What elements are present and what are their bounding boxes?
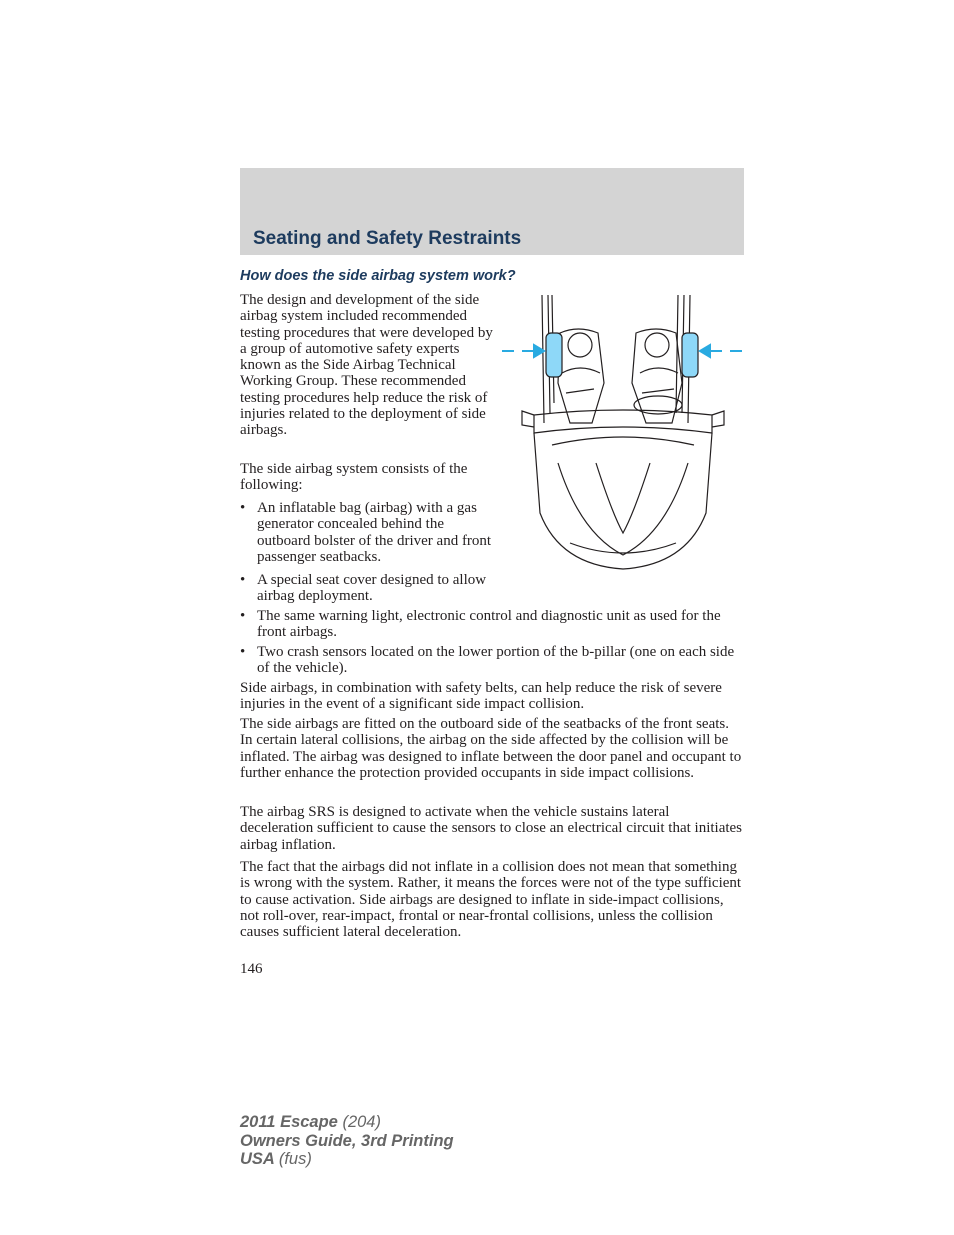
car-body [534,433,712,569]
front-bumper [570,543,676,553]
hood-contour [558,463,688,555]
right-seat-outline [632,329,682,423]
document-footer [240,1113,454,1169]
left-occupant-head [568,333,592,357]
right-occupant-body [640,368,678,393]
paragraph-activate: The airbag SRS is designed to activate when the vehicle sustains lateral deceleration sufficient to cause the sensors to close an electrical circuit that initiates airbag inflation. [240,804,743,853]
right-side-airbag [682,333,698,377]
paragraph-fitted: The side airbags are fitted on the outboard side of the seatbacks of the front seats. In certain lateral collisions, the airbag on the side affected by the collision will be inflated. The airbag was designed to inflate between the door panel and occupant to further enhance the protection provided occupants in side impact collisions. [240,716,742,781]
list-item-text: Two crash sensors located on the lower portion of the b-pillar (one on each side of the vehicle). [257,644,735,677]
paragraph-not-inflate: The fact that the airbags did not inflate in a collision does not mean that something is wrong with the system. Rather, it means the forces were not of the type sufficient to cause activation. Side airbags are designed to inflate in side-impact collisions, not roll-over, rear-impact, frontal or near-frontal collisions, unless the collision causes sufficient lateral deceleration. [240,859,742,941]
side-airbag-car-illustration [500,293,746,575]
left-side-airbag [546,333,562,377]
footer-line-model: 2011 Escape (204) [240,1113,381,1131]
bullet-marker: • [240,608,246,624]
list-item-text: The same warning light, electronic control and diagnostic unit as used for the front airbags. [257,608,721,641]
windshield-base [552,437,694,445]
dashboard [534,410,712,433]
left-occupant-body [562,368,600,393]
subheading: How does the side airbag system work? [240,268,516,284]
paragraph-consists: The side airbag system consists of the following: [240,461,468,494]
section-title: Seating and Safety Restraints [253,228,522,249]
bullet-marker: • [240,572,246,588]
list-item-text: A special seat cover designed to allow airbag deployment. [257,572,487,605]
paragraph-design: The design and development of the side airbag system included recommended testing procedures that were developed by a group of automotive safety experts known as the Side Airbag Technical Working Group. These recommended testing procedures help reduce the risk of injuries related to the deployment of side airbags. [240,292,493,439]
list-item-text: An inflatable bag (airbag) with a gas generator concealed behind the outboard bolster of the driver and front passenger seatbacks. [257,500,492,565]
bullet-marker: • [240,644,246,660]
bullet-marker: • [240,500,246,516]
paragraph-combination: Side airbags, in combination with safety belts, can help reduce the risk of severe injuries in the event of a significant side impact collision. [240,680,722,713]
hood-center [596,463,650,533]
left-seat-outline [558,329,604,423]
footer-line-guide: Owners Guide, 3rd Printing [240,1131,454,1150]
page-number: 146 [240,961,263,977]
footer-line-market: USA (fus) [240,1150,312,1168]
right-arrow-head [700,345,710,357]
right-occupant-head [645,333,669,357]
